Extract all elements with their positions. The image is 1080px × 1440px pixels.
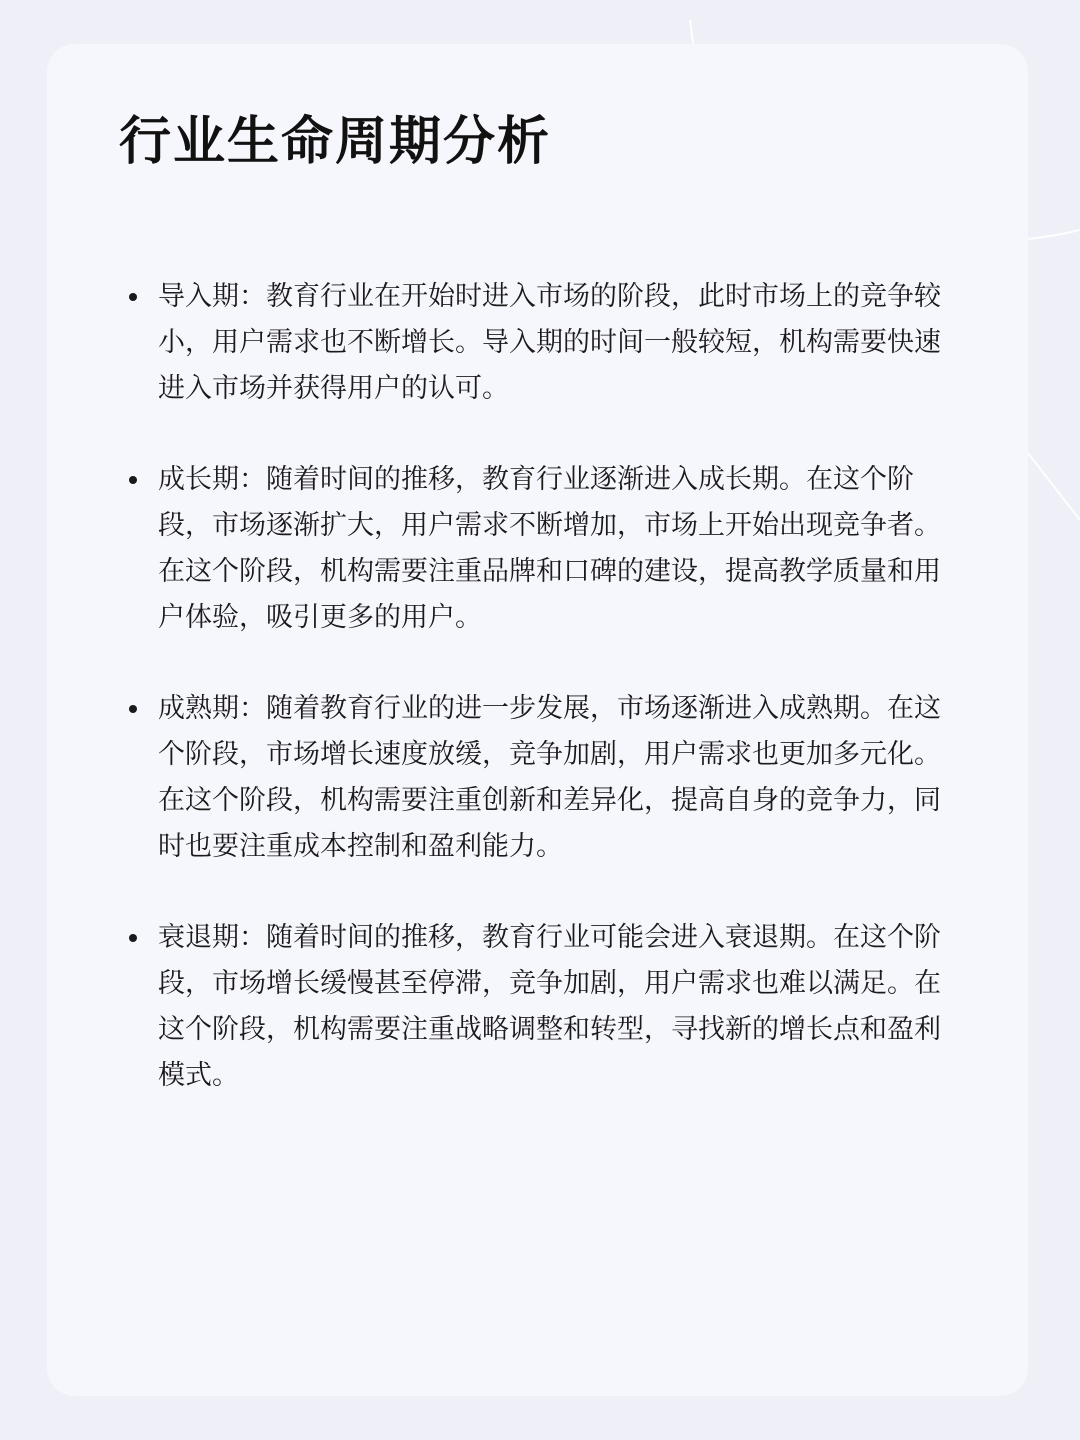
page-title: 行业生命周期分析 (119, 112, 552, 172)
stage-separator: ： (239, 281, 266, 312)
list-item-decline (158, 915, 958, 1099)
list-item-maturity (158, 686, 958, 870)
stage-separator: ： (239, 922, 266, 953)
stage-description: 教育行业在开始时进入市场的阶段，此时市场上的竞争较小，用户需求也不断增长。导入期的时间一般较短，机构需要快速进入市场并获得用户的认可。 (158, 281, 941, 404)
stage-label: 衰退期 (158, 922, 239, 953)
bullet-icon (129, 476, 137, 484)
list-item-growth (158, 457, 958, 641)
bullet-icon (129, 934, 137, 942)
bullet-icon (129, 705, 137, 713)
lifecycle-stage-list (158, 274, 958, 1144)
stage-label: 成长期 (158, 464, 239, 495)
list-item-introduction (158, 274, 958, 412)
stage-label: 导入期 (158, 281, 239, 312)
stage-description: 随着时间的推移，教育行业逐渐进入成长期。在这个阶段，市场逐渐扩大，用户需求不断增加，市场上开始出现竞争者。在这个阶段，机构需要注重品牌和口碑的建设，提高教学质量和用户体验，吸引更多的用户。 (158, 464, 941, 633)
stage-label: 成熟期 (158, 693, 239, 724)
bullet-icon (129, 293, 137, 301)
stage-description: 随着时间的推移，教育行业可能会进入衰退期。在这个阶段，市场增长缓慢甚至停滞，竞争加剧，用户需求也难以满足。在这个阶段，机构需要注重战略调整和转型，寻找新的增长点和盈利模式。 (158, 922, 941, 1091)
stage-separator: ： (239, 693, 266, 724)
stage-description: 随着教育行业的进一步发展，市场逐渐进入成熟期。在这个阶段，市场增长速度放缓，竞争加剧，用户需求也更加多元化。在这个阶段，机构需要注重创新和差异化，提高自身的竞争力，同时也要注重成本控制和盈利能力。 (158, 693, 941, 862)
stage-separator: ： (239, 464, 266, 495)
content-card (47, 44, 1028, 1396)
